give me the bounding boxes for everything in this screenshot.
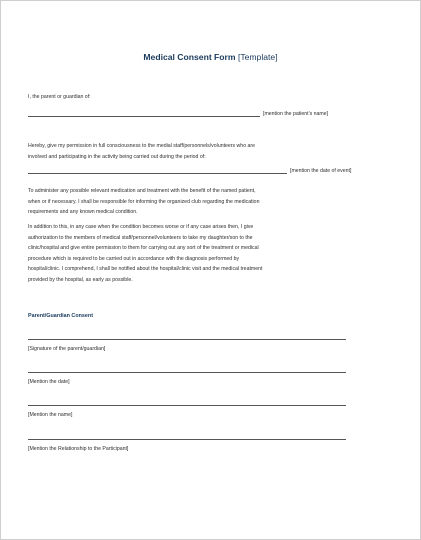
paragraph-line: procedure which is required to be carried out in accordance with the diagnosis performed by: [28, 255, 240, 262]
paragraph-line: involved and participating in the activity being carried out during the period of:: [28, 153, 206, 160]
date-label: [Mention the date]: [28, 379, 70, 385]
paragraph-line: provided by the hospital, as early as possible.: [28, 276, 133, 283]
title-template-tag: [Template]: [237, 52, 278, 62]
medication-paragraph: [28, 186, 378, 218]
date-blank[interactable]: [28, 372, 346, 373]
event-date-note: [mention the date of event]: [290, 168, 352, 174]
event-date-blank[interactable]: [28, 173, 287, 174]
relationship-label: [Mention the Relationship to the Participant]: [28, 446, 129, 452]
paragraph-line: hospital/clinic. I comprehend, I shall be notified about the hospital/clinic visit and the medical treatment: [28, 266, 263, 273]
paragraph-line: authorization to the members of medical staff/personnel/volunteers to take my daughter/son to the: [28, 234, 253, 241]
paragraph-line: requirements and any known medical condition.: [28, 209, 138, 216]
signature-blank[interactable]: [28, 339, 346, 340]
signature-label: [Signature of the parent/guardian]: [28, 346, 106, 352]
authorization-paragraph: [28, 222, 378, 286]
parent-consent-heading: Parent/Guardian Consent: [28, 313, 93, 319]
paragraph-line: clinic/hospital and give entire permission to them for carrying out any sort of the treatment or medical: [28, 245, 259, 252]
paragraph-line: when or if necessary. I shall be responsible for informing the organized club regarding the medication: [28, 198, 260, 205]
name-label: [Mention the name]: [28, 412, 73, 418]
intro-text: I, the parent or guardian of:: [28, 94, 91, 100]
page-title: [1, 52, 420, 62]
patient-name-note: [mention the patient’s name]: [263, 111, 329, 117]
relationship-blank[interactable]: [28, 439, 346, 440]
paragraph-line: Hereby, give my permission in full consciousness to the medial staff/personnels/volunteers who are: [28, 143, 256, 149]
permission-paragraph: [28, 141, 378, 162]
name-blank[interactable]: [28, 405, 346, 406]
paragraph-line: In addition to this, in any case when the condition becomes worse or if any case arises then, I give: [28, 224, 254, 230]
title-main: Medical Consent Form: [143, 52, 236, 62]
patient-name-blank[interactable]: [28, 116, 260, 117]
paragraph-line: To administer any possible relevant medication and treatment with the benefit of the named patient,: [28, 188, 256, 194]
